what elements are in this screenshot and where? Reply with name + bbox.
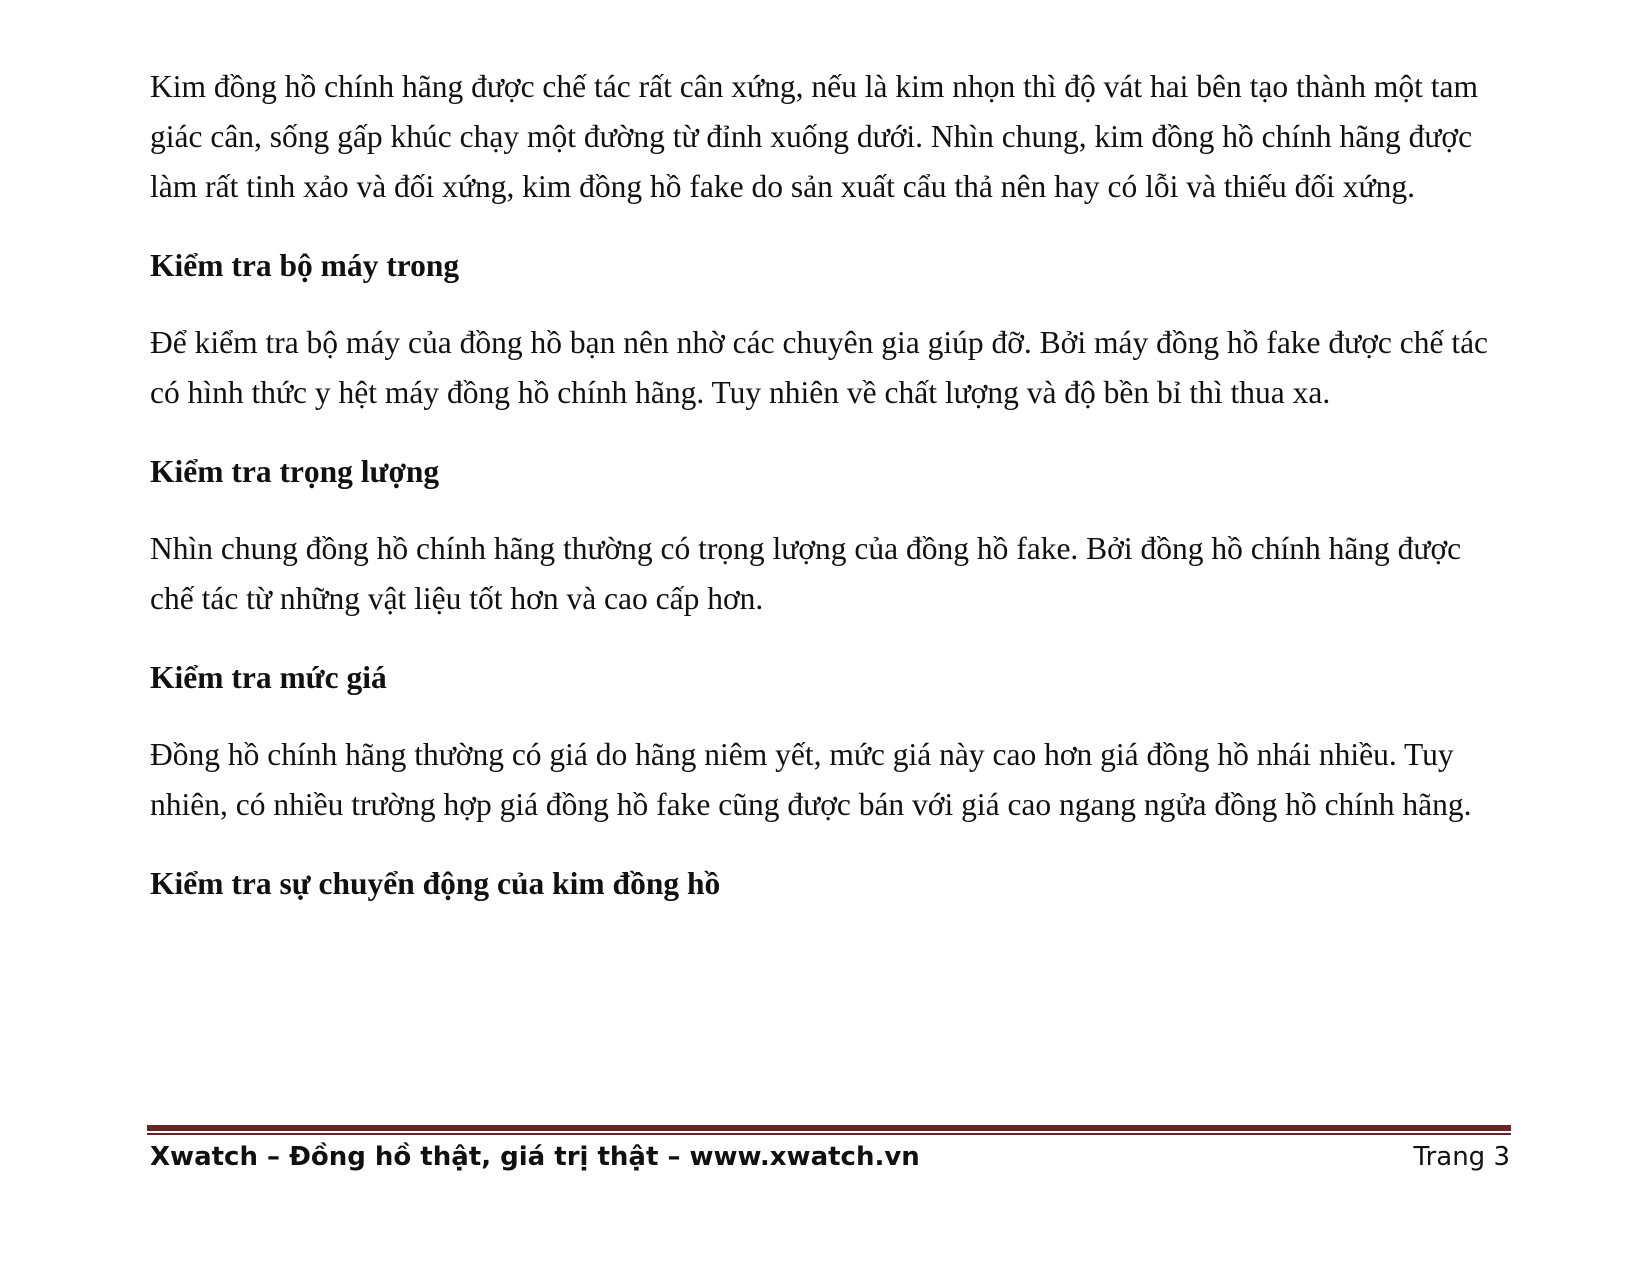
spacer (150, 624, 1510, 653)
heading-price-check: Kiểm tra mức giá (150, 660, 387, 695)
spacer (150, 703, 1510, 730)
paragraph-weight: Nhìn chung đồng hồ chính hãng thường có trọng lượng của đồng hồ fake. Bởi đồng hồ chính hãng được chế tác từ những vật liệu tốt hơn và cao cấp hơn. (150, 531, 1462, 616)
spacer (150, 830, 1510, 859)
heading-weight-check: Kiểm tra trọng lượng (150, 454, 440, 489)
spacer (150, 418, 1510, 447)
heading-movement-check: Kiểm tra bộ máy trong (150, 248, 460, 283)
footer-divider-thin (147, 1133, 1511, 1135)
spacer (150, 497, 1510, 524)
footer-divider-thick (147, 1125, 1511, 1131)
page-footer (150, 1142, 1510, 1182)
paragraph-movement: Để kiểm tra bộ máy của đồng hồ bạn nên nhờ các chuyên gia giúp đỡ. Bởi máy đồng hồ fake được chế tác có hình thức y hệt máy đồng hồ chính hãng. Tuy nhiên về chất lượng và độ bền bỉ thì thua xa. (150, 325, 1489, 410)
heading-hand-movement-check: Kiểm tra sự chuyển động của kim đồng hồ (150, 866, 721, 901)
spacer (150, 212, 1510, 241)
paragraph-price: Đồng hồ chính hãng thường có giá do hãng niêm yết, mức giá này cao hơn giá đồng hồ nhái nhiều. Tuy nhiên, có nhiều trường hợp giá đồng hồ fake cũng được bán với giá cao ngang ngửa đồng hồ chính hãng. (150, 737, 1472, 822)
footer-site-tagline: Xwatch – Đồng hồ thật, giá trị thật – www.xwatch.vn (150, 1142, 920, 1172)
footer-divider (147, 1125, 1511, 1135)
paragraph-watch-hands: Kim đồng hồ chính hãng được chế tác rất cân xứng, nếu là kim nhọn thì độ vát hai bên tạo thành một tam giác cân, sống gấp khúc chạy một đường từ đỉnh xuống dưới. Nhìn chung, kim đồng hồ chính hãng được làm rất tinh xảo và đối xứng, kim đồng hồ fake do sản xuất cẩu thả nên hay có lỗi và thiếu đối xứng. (150, 69, 1478, 204)
spacer (150, 291, 1510, 318)
footer-page-number: Trang 3 (1413, 1142, 1510, 1172)
document-body (150, 62, 1510, 909)
